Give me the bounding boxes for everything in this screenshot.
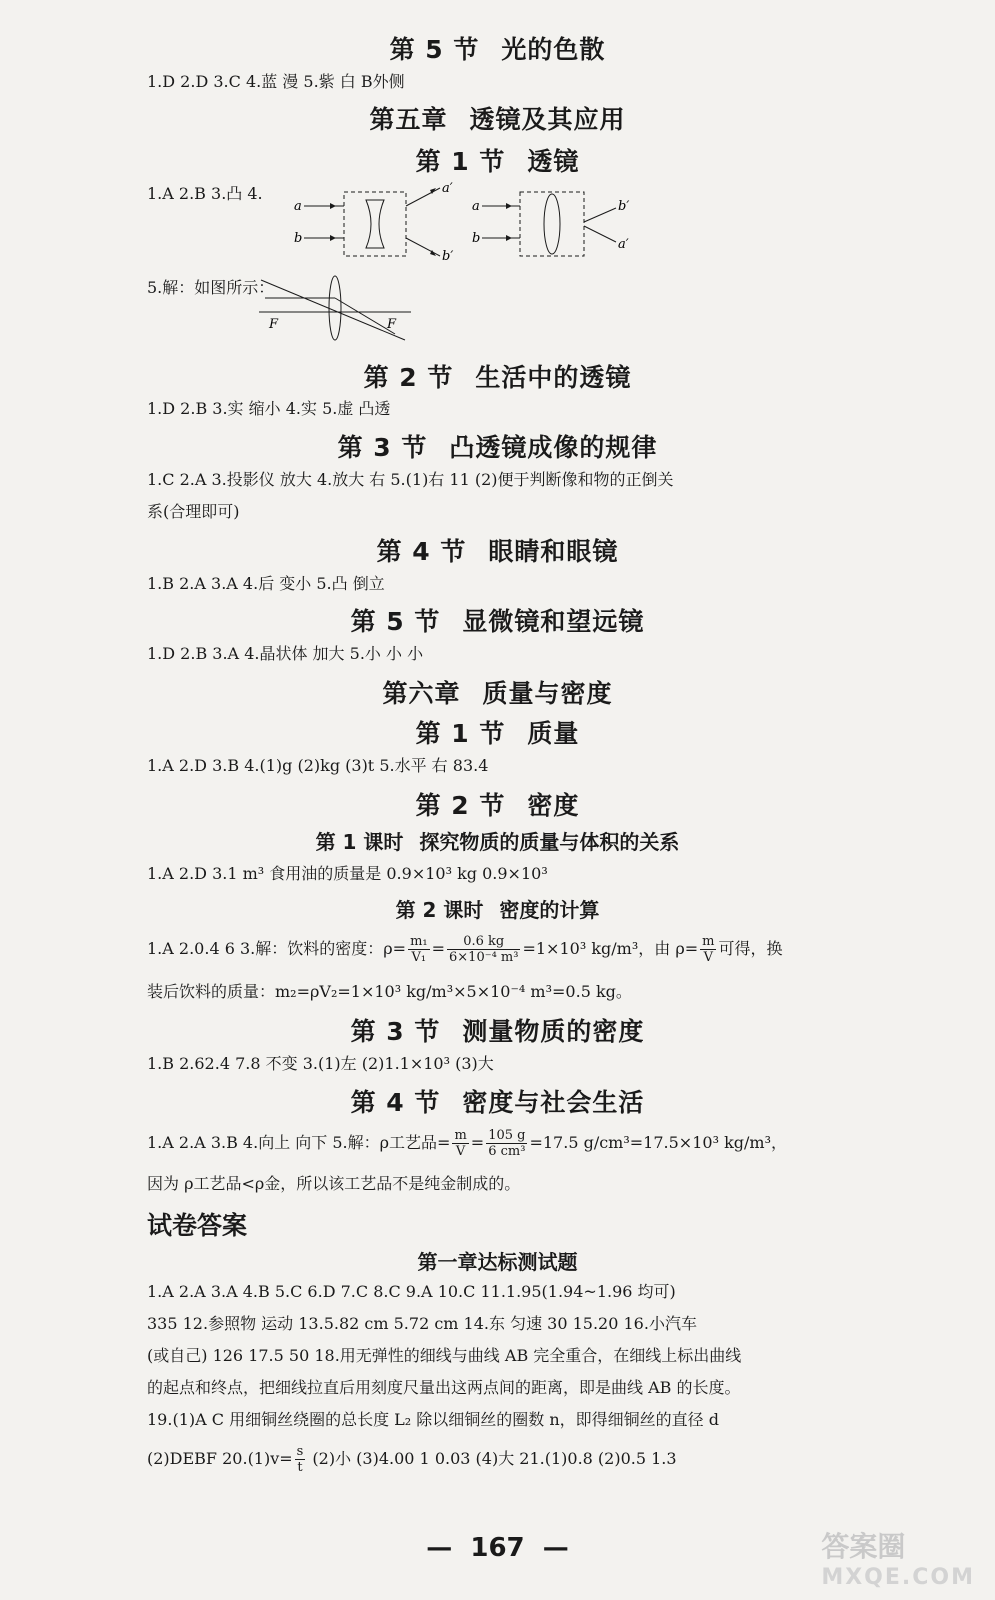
section-heading: 第 3 节 测量物质的密度 [350, 1017, 645, 1046]
answer-line: 1.A 2.D 3.B 4.(1)g (2)kg (3)t 5.水平 右 83.4 [147, 756, 489, 775]
answer-line: 19.(1)A C 用细铜丝绕圈的总长度 L₂ 除以细铜丝的圈数 n，即得细铜丝的直径 d [147, 1410, 720, 1429]
ray-label-b-prime: b′ [618, 199, 630, 214]
ray-label-b: b [294, 231, 303, 246]
answer-line: 1.C 2.A 3.投影仪 放大 4.放大 右 5.(1)右 11 (2)便于判断像和物的正倒关 [147, 470, 674, 489]
answer-line: 装后饮料的质量：m₂=ρV₂=1×10³ kg/m³×5×10⁻⁴ m³=0.5 kg。 [147, 982, 632, 1001]
lesson-heading: 第 2 课时 密度的计算 [395, 898, 600, 922]
answer-line: 1.A 2.A 3.A 4.B 5.C 6.D 7.C 8.C 9.A 10.C 11.1.95(1.94~1.96 均可) [147, 1282, 676, 1301]
ray-label-a-prime: a′ [618, 237, 629, 252]
chapter-heading: 第五章 透镜及其应用 [369, 105, 626, 134]
focus-label: F [387, 317, 397, 332]
answer-line: 5.解：如图所示： [147, 278, 275, 297]
section-heading: 第 4 节 密度与社会生活 [350, 1088, 645, 1117]
answer-line: 1.B 2.A 3.A 4.后 变小 5.凸 倒立 [147, 574, 385, 593]
answer-line: (2)DEBF 20.(1)v= $\frac{s}{t}$ (2)小 (3)4.00 1 0.03 (4)大 21.(1)0.8 (2)0.5 1.3 [147, 1444, 677, 1475]
section-heading: 第 3 节 凸透镜成像的规律 [337, 433, 658, 462]
focus-diagram [255, 272, 415, 344]
ray-label-a-prime: a′ [442, 181, 453, 196]
chapter-heading: 第六章 质量与密度 [382, 679, 613, 708]
answer-line: 1.A 2.A 3.B 4.向上 向下 5.解：ρ工艺品= $\frac{m}{V}$ = $\frac{105 g}{\text{6 cm³}}$ =17.5 g/cm³=17.5×10³ kg/m³， [147, 1128, 787, 1159]
answer-line: 1.B 2.62.4 7.8 不变 3.(1)左 (2)1.1×10³ (3)大 [147, 1054, 494, 1073]
section-heading: 第 2 节 密度 [415, 791, 580, 820]
answer-line: 1.A 2.D 3.1 m³ 食用油的质量是 0.9×10³ kg 0.9×10³ [147, 864, 548, 883]
section-heading: 第 5 节 光的色散 [389, 35, 606, 64]
answer-line: 1.A 2.0.4 6 3.解：饮料的密度：ρ= $\frac{\text{m₁}}{\text{V₁}}$ = $\frac{0.6 kg}{\text{6×10⁻⁴ m³}}$ =1×10³ kg/m³，由 ρ= $\frac{m}{V}$ 可得，换 [147, 934, 783, 965]
lens-diagram [290, 178, 650, 268]
answer-line: (或自己) 126 17.5 50 18.用无弹性的细线与曲线 AB 完全重合，在细线上标出曲线 [147, 1346, 742, 1365]
section-heading: 第 2 节 生活中的透镜 [363, 363, 632, 392]
answer-line: 的起点和终点，把细线拉直后用刻度尺量出这两点间的距离，即是曲线 AB 的长度。 [147, 1378, 741, 1397]
section-heading: 第 4 节 眼睛和眼镜 [376, 537, 619, 566]
focus-label: F [269, 317, 279, 332]
page-number: — 167 — [426, 1533, 569, 1563]
answer-line: 1.A 2.B 3.凸 4. [147, 184, 263, 203]
answer-line: 因为 ρ工艺品<ρ金，所以该工艺品不是纯金制成的。 [147, 1174, 521, 1193]
ray-label-b-prime: b′ [442, 249, 454, 264]
section-heading: 第 1 节 透镜 [415, 147, 580, 176]
answer-line: 335 12.参照物 运动 13.5.82 cm 5.72 cm 14.东 匀速 30 15.20 16.小汽车 [147, 1314, 697, 1333]
section-heading: 第 5 节 显微镜和望远镜 [350, 607, 645, 636]
answer-line: 1.D 2.B 3.A 4.晶状体 加大 5.小 小 小 [147, 644, 424, 663]
test-heading: 第一章达标测试题 [417, 1250, 578, 1274]
answer-line: 1.D 2.B 3.实 缩小 4.实 5.虚 凸透 [147, 399, 391, 418]
lesson-heading: 第 1 课时 探究物质的质量与体积的关系 [315, 830, 680, 854]
watermark: 答案圈 MXQE.COM [821, 1530, 975, 1590]
ray-label-b: b [472, 231, 481, 246]
answer-line: 系(合理即可) [147, 502, 240, 521]
answer-line: 1.D 2.D 3.C 4.蓝 漫 5.紫 白 B外侧 [147, 72, 405, 91]
section-heading: 第 1 节 质量 [415, 719, 580, 748]
ray-label-a: a [472, 199, 480, 214]
exam-answers-heading: 试卷答案 [147, 1211, 248, 1240]
ray-label-a: a [294, 199, 302, 214]
